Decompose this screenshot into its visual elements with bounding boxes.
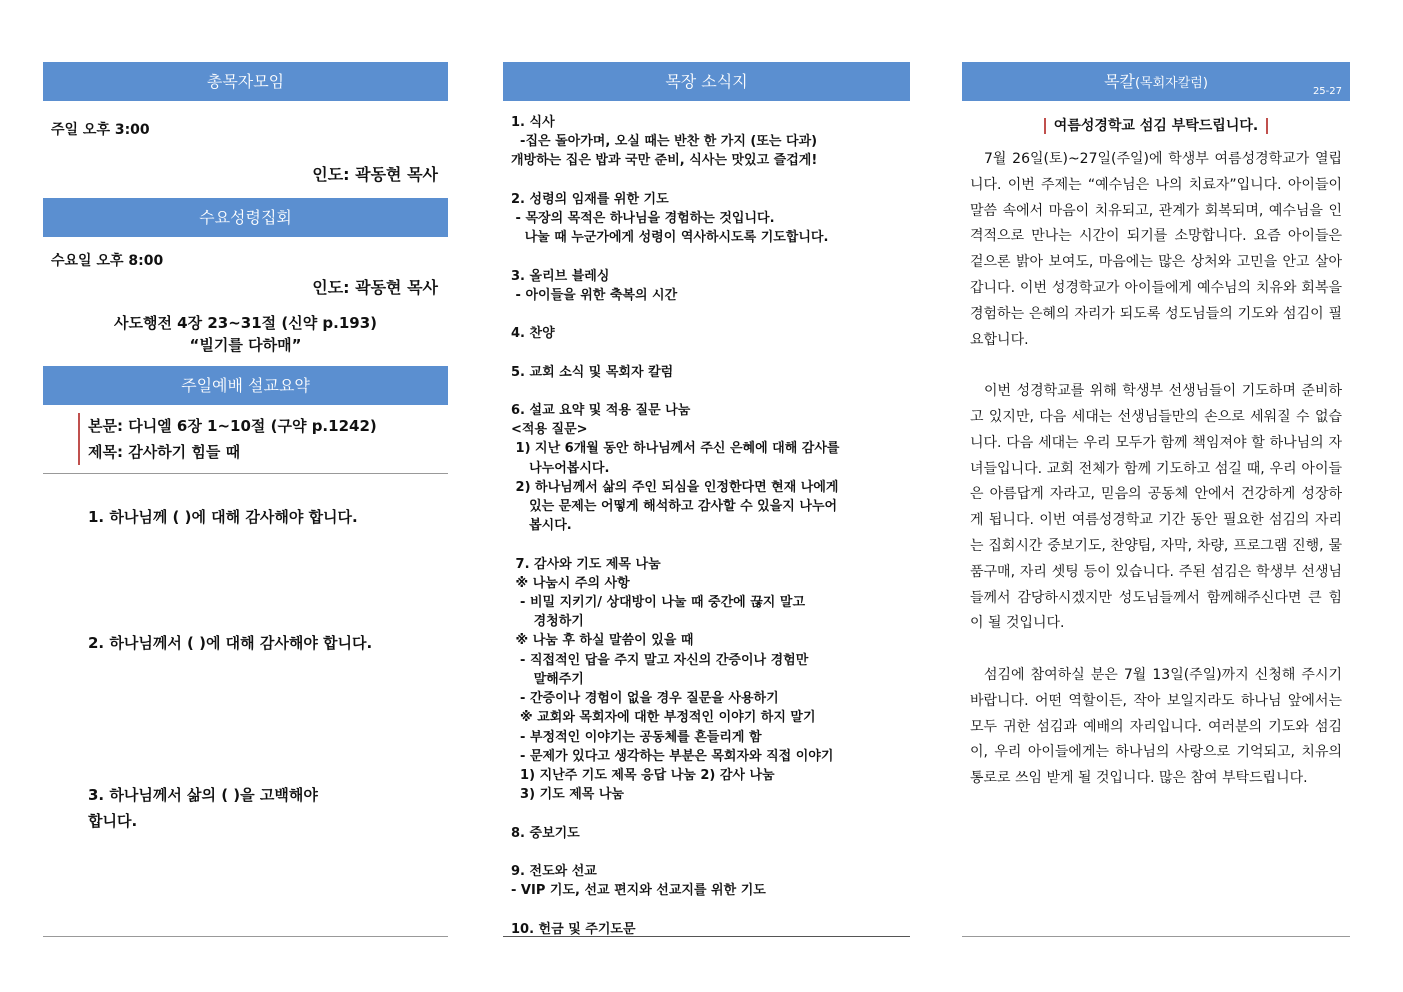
cell-news-line: 5. 교회 소식 및 목회자 칼럼 — [511, 364, 674, 380]
wednesday-verse-reference: 사도행전 4장 23~31절 (신약 p.193) — [113, 314, 378, 332]
cell-news-line: 1) 지난 6개월 동안 하나님께서 주신 은혜에 대해 감사를 — [511, 441, 840, 457]
issue-number: 25-27 — [1312, 86, 1342, 97]
column-heading-block — [962, 115, 1350, 137]
cell-news-line: 개방하는 집은 밥과 국만 준비, 식사는 맛있고 즐겁게! — [511, 153, 818, 169]
cell-news-line — [511, 382, 910, 401]
right-column — [962, 62, 1350, 818]
cell-news-line: 경청하기 — [511, 614, 584, 630]
sermon-question-3-line1: 3. 하나님께서 삶의 ( )을 고백해야 — [88, 786, 318, 804]
cell-news-line: ※ 나눔시 주의 사항 — [511, 575, 630, 591]
cell-news-line — [511, 900, 910, 919]
sunday-meeting-title: 총목자모임 — [206, 72, 285, 91]
cell-news-line: - 목장의 목적은 하나님을 경험하는 것입니다. — [511, 211, 775, 227]
cell-news-line: 3) 기도 제목 나눔 — [511, 787, 624, 803]
cell-news-line: 봅시다. — [511, 518, 572, 534]
cell-news-line: 4. 찬양 — [511, 326, 555, 342]
cell-news-line: - 문제가 있다고 생각하는 부분은 목회자와 직접 이야기 — [511, 748, 834, 764]
cell-news-line — [511, 171, 910, 190]
cell-news-line: - 직접적인 답을 주지 말고 자신의 간증이나 경험만 — [511, 652, 809, 668]
sermon-question-1: 1. 하나님께 ( )에 대해 감사해야 합니다. — [88, 508, 358, 526]
cell-news-line — [511, 804, 910, 823]
bottom-divider — [503, 936, 910, 937]
cell-news-line: 3. 올리브 블레싱 — [511, 268, 610, 284]
cell-news-line: 10. 헌금 및 주기도문 — [511, 921, 636, 937]
cell-news-line: - 비밀 지키기/ 상대방이 나눌 때 중간에 끊지 말고 — [511, 595, 806, 611]
sermon-passage: 본문: 다니엘 6장 1~10절 (구약 p.1242) — [88, 417, 377, 435]
cell-news-line: 8. 중보기도 — [511, 825, 580, 841]
column-paragraph: 섬김에 참여하실 분은 7월 13일(주일)까지 신청해 주시기 바랍니다. 어떤 역할이든, 작아 보일지라도 하나님 앞에서는 모두 귀한 섬김과 예배의 자리입니다. 여러분의 기도와 섬김이, 우리 아이들에게는 하나님의 사랑으로 기억되고, 치유의 통로로 쓰임 받게 될 것입니다. 많은 참여 부탁드립니다. — [970, 666, 1342, 787]
sermon-subject: 제목: 감사하기 힘들 때 — [88, 443, 241, 461]
cell-news-line: 6. 설교 요약 및 적용 질문 나눔 — [511, 403, 691, 419]
sermon-summary-title: 주일예배 설교요약 — [181, 376, 310, 395]
wednesday-service-leader: 인도: 곽동현 목사 — [312, 278, 438, 297]
bottom-divider — [962, 936, 1350, 937]
cell-news-line — [511, 343, 910, 362]
wednesday-service-time: 수요일 오후 8:00 — [51, 253, 164, 269]
cell-news-line: 말해주기 — [511, 671, 584, 687]
divider — [43, 473, 448, 474]
sermon-question-3 — [88, 782, 318, 834]
column-paragraph: 이번 성경학교를 위해 학생부 선생님들이 기도하며 준비하고 있지만, 다음 세대는 선생님들만의 손으로 세워질 수 없습니다. 다음 세대는 우리 모두가 함께 책임져야 할 하나님의 자녀들입니다. 교회 전체가 함께 기도하고 섬길 때, 우리 아이들은 아름답게 자라고, 믿음의 공동체 안에서 건강하게 성장하게 됩니다. 이번 여름성경학교 기간 동안 필요한 섬김의 자리는 집회시간 중보기도, 찬양팀, 자막, 차량, 프로그램 진행, 물품구매, 자리 셋팅 등이 있습니다. 주된 섬김은 학생부 선생님들께서 감당하시겠지만 성도님들께서 함께해주신다면 큰 힘이 될 것입니다. — [970, 383, 1342, 632]
sunday-meeting-header — [43, 62, 448, 101]
cell-news-line: 9. 전도와 선교 — [511, 863, 597, 879]
wednesday-service-title: 수요성령집회 — [199, 208, 292, 227]
cell-news-line: - 간증이나 경험이 없을 경우 질문을 사용하기 — [511, 691, 779, 707]
sunday-meeting-time: 주일 오후 3:00 — [51, 122, 150, 138]
cell-news-list — [511, 113, 910, 939]
cell-news-line: 1. 식사 — [511, 115, 555, 130]
bottom-divider — [43, 936, 448, 937]
sermon-question-2: 2. 하나님께서 ( )에 대해 감사해야 합니다. — [88, 634, 373, 652]
cell-news-line: 나눌 때 누군가에게 성령이 역사하시도록 기도합니다. — [511, 230, 829, 246]
cell-news-line: - 부정적인 이야기는 공동체를 흔들리게 함 — [511, 729, 762, 745]
cell-news-line: <적용 질문> — [511, 422, 588, 438]
cell-news-line: 나누어봅시다. — [511, 460, 610, 476]
cell-news-line — [511, 535, 910, 554]
cell-news-line: 1) 지난주 기도 제목 응답 나눔 2) 감사 나눔 — [511, 767, 775, 783]
pastor-column-subtitle: (목회자칼럼) — [1134, 76, 1208, 91]
cell-news-line — [511, 843, 910, 862]
sunday-meeting-leader: 인도: 곽동현 목사 — [312, 165, 438, 184]
cell-news-line: 있는 문제는 어떻게 해석하고 감사할 수 있을지 나누어 — [511, 499, 838, 515]
sermon-passage-block — [78, 413, 448, 465]
cell-news-line: 2) 하나님께서 삶의 주인 되심을 인정한다면 현재 나에게 — [511, 479, 839, 495]
cell-news-line: 7. 감사와 기도 제목 나눔 — [511, 556, 661, 572]
column-paragraph: 7월 26일(토)~27일(주일)에 학생부 여름성경학교가 열립니다. 이번 주제는 “예수님은 나의 치료자”입니다. 아이들이 말씀 속에서 마음이 치유되고, 관계가 회복되며, 예수님을 인격적으로 만나는 시간이 되기를 소망합니다. 요즘 아이들은 겉으론 밝아 보여도, 마음에는 많은 상처와 고민을 안고 살아갑니다. 이번 성경학교가 아이들에게 예수님의 치유와 회복을 경험하는 은혜의 자리가 되도록 성도님들의 기도와 섬김이 필요합니다. — [970, 151, 1342, 348]
cell-news-line — [511, 305, 910, 324]
pastor-column-title: 목칼 — [1104, 72, 1135, 91]
cell-news-line: ※ 나눔 후 하실 말씀이 있을 때 — [511, 633, 694, 649]
wednesday-service-header — [43, 198, 448, 237]
cell-news-line — [511, 247, 910, 266]
middle-column — [503, 62, 910, 939]
cell-news-line: ※ 교회와 목회자에 대한 부정적인 이야기 하지 말기 — [511, 710, 816, 726]
pastor-column-header — [962, 62, 1350, 101]
cell-news-line: -집은 돌아가며, 오실 때는 반찬 한 가지 (또는 다과) — [511, 134, 818, 150]
left-column — [43, 62, 448, 830]
sermon-question-3-line2: 합니다. — [88, 812, 138, 830]
cell-news-header — [503, 62, 910, 101]
sermon-summary-header — [43, 366, 448, 405]
cell-news-line: - VIP 기도, 선교 편지와 선교지를 위한 기도 — [511, 883, 766, 899]
cell-news-line: - 아이들을 위한 축복의 시간 — [511, 287, 678, 303]
column-body — [970, 147, 1342, 792]
column-heading: 여름성경학교 섬김 부탁드립니다. — [1044, 118, 1268, 134]
wednesday-verse-title: “빌기를 다하매” — [189, 336, 302, 354]
cell-news-title: 목장 소식지 — [665, 72, 748, 91]
cell-news-line: 2. 성령의 임재를 위한 기도 — [511, 191, 669, 207]
